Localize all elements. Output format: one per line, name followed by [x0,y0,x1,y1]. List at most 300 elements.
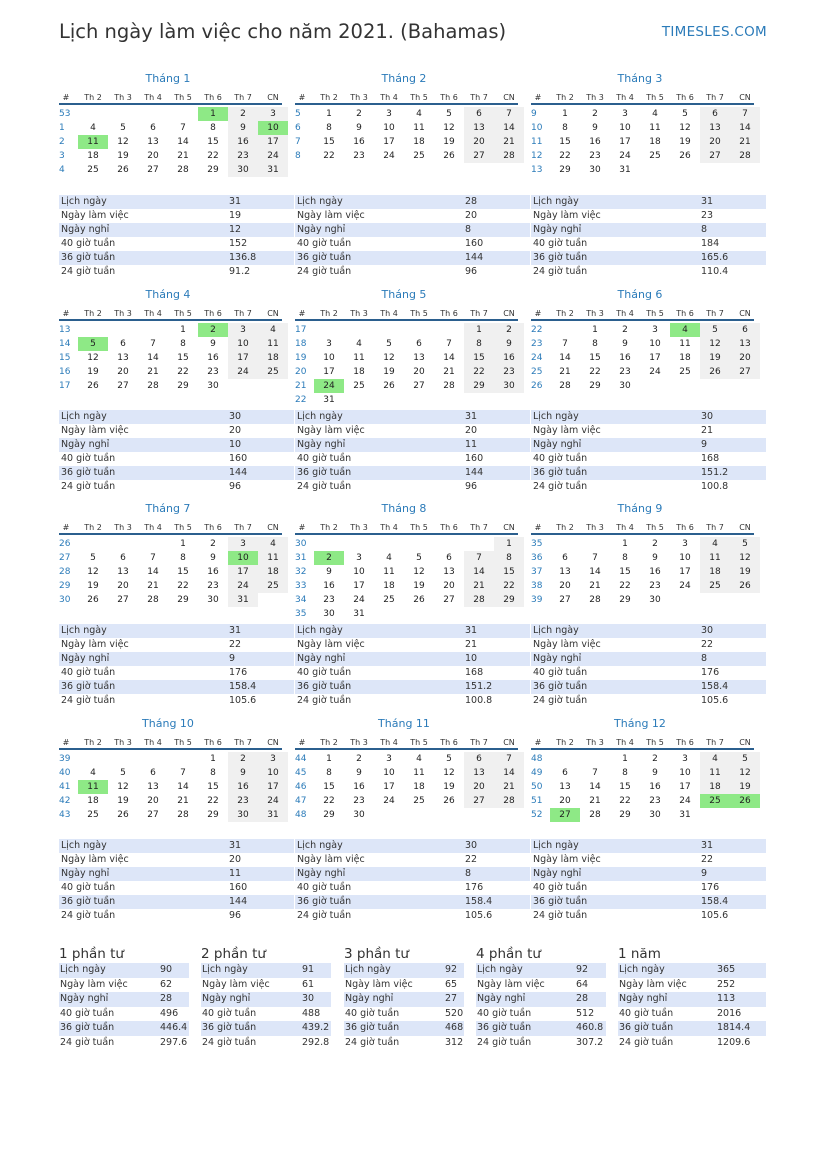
stat-value: 11 [229,868,242,879]
summary-title: 1 năm [618,946,661,962]
stat-label: 36 giờ tuần [61,252,116,263]
month-title: Tháng 12 [614,717,666,730]
stat-value: 30 [701,411,714,422]
stat-label: Lịch ngày [533,411,579,422]
stat-value: 144 [465,467,484,478]
week-row [531,337,754,351]
stat-label: 40 giờ tuần [533,882,588,893]
summary-row [618,1021,766,1036]
summary-label: 24 giờ tuần [619,1036,674,1048]
day-cell: 22 [177,581,189,591]
week-row [295,593,518,607]
weekday-label: Th 6 [204,738,222,747]
day-cell: 11 [413,768,425,778]
day-cell: 8 [210,123,216,133]
weekday-label: Th 5 [174,93,192,102]
weekday-label: Th 7 [470,738,488,747]
week-number: 14 [59,339,71,349]
day-cell: 15 [177,353,189,363]
stat-value: 105.6 [229,695,257,706]
day-cell: 28 [177,810,189,820]
weekend-day-cell: 29 [494,593,524,607]
day-cell: 26 [117,810,129,820]
week-number: 39 [59,754,71,764]
summary-row [618,1007,766,1022]
summary-row [618,992,766,1007]
stat-value: 31 [465,625,478,636]
day-cell: 5 [120,123,126,133]
summary-label: 36 giờ tuần [345,1022,400,1033]
week-row [295,808,518,822]
week-number: 23 [531,339,543,349]
summary-value: 92 [576,964,589,975]
day-cell: 22 [619,581,631,591]
stat-value: 20 [229,425,242,436]
week-number: 17 [295,325,307,335]
weekday-header [295,92,518,105]
weekend-day-cell: 18 [258,351,288,365]
weekend-day-cell: 9 [228,766,258,780]
day-cell: 7 [592,768,598,778]
summary-value: 30 [302,993,315,1004]
weekday-label: CN [267,738,279,747]
stat-value: 8 [465,224,472,235]
day-cell: 14 [147,567,159,577]
stat-row [531,895,766,909]
stat-row [59,867,294,881]
day-cell: 6 [150,768,156,778]
summary-row [59,978,189,993]
stat-row [531,452,766,466]
day-cell: 9 [210,553,216,563]
weekday-label: Th 7 [706,738,724,747]
day-cell: 29 [177,595,189,605]
holiday-day-cell: 10 [258,121,288,135]
day-cell: 25 [413,796,425,806]
weekday-label: Th 4 [144,309,162,318]
day-cell: 3 [682,754,688,764]
summary-label: Ngày làm việc [477,978,545,990]
day-cell: 2 [652,754,658,764]
stat-value: 160 [465,453,484,464]
summary-row [59,1036,189,1051]
week-row [295,579,518,593]
summary-row [201,1007,331,1022]
summary-label: Ngày nghỉ [60,993,109,1004]
day-cell: 20 [413,367,425,377]
day-cell: 23 [207,367,219,377]
day-cell: 3 [356,553,362,563]
week-number-header: # [62,93,70,102]
summary-value: 297.6 [160,1036,188,1048]
weekend-day-cell: 18 [258,565,288,579]
weekday-label: Th 7 [234,309,252,318]
day-cell: 24 [679,581,691,591]
stat-label: 40 giờ tuần [61,667,116,678]
day-cell: 19 [443,137,455,147]
weekend-day-cell: 5 [730,537,760,551]
day-cell: 11 [383,567,395,577]
stat-row [531,666,766,680]
week-row [295,121,518,135]
brand-link[interactable]: TIMESLES.COM [661,24,767,40]
weekday-header [531,737,754,750]
summary-block [618,946,766,1050]
weekday-label: Th 3 [114,523,132,532]
week-number: 22 [295,395,307,405]
week-number: 18 [295,339,307,349]
weekday-label: Th 6 [204,523,222,532]
stat-label: 24 giờ tuần [297,481,352,492]
week-row [59,323,282,337]
day-cell: 15 [207,137,219,147]
stat-value: 160 [229,453,248,464]
day-cell: 15 [559,137,571,147]
day-cell: 1 [210,754,216,764]
stat-value: 105.6 [465,910,493,921]
holiday-day-cell: 5 [78,337,108,351]
stat-row [59,839,294,853]
stat-row [295,237,530,251]
week-row [295,551,518,565]
day-cell: 27 [117,381,129,391]
summary-title: 4 phần tư [476,946,541,962]
stat-row [295,209,530,223]
summary-label: 40 giờ tuần [477,1007,532,1019]
month-stats [531,410,766,494]
weekend-day-cell: 4 [258,537,288,551]
stat-row [295,694,530,708]
summary-label: 24 giờ tuần [60,1036,115,1048]
weekday-label: Th 3 [114,738,132,747]
summary-row [618,978,766,993]
stat-value: 176 [229,667,248,678]
week-number: 6 [295,123,301,133]
stat-row [531,195,766,209]
week-number: 51 [531,796,543,806]
day-cell: 26 [413,595,425,605]
weekday-label: Th 3 [350,93,368,102]
day-cell: 21 [147,581,159,591]
week-number: 22 [531,325,543,335]
day-cell: 21 [559,367,571,377]
stat-value: 31 [229,840,242,851]
day-cell: 11 [649,123,661,133]
day-cell: 2 [622,325,628,335]
weekday-header [295,522,518,535]
day-cell: 2 [356,754,362,764]
day-cell: 29 [619,810,631,820]
summary-row [201,1036,331,1051]
week-number: 27 [59,553,71,563]
stat-row [295,265,530,279]
weekday-label: Th 2 [84,309,102,318]
stat-label: Ngày nghỉ [297,653,346,664]
stat-value: 91.2 [229,266,251,277]
weekend-day-cell: 6 [464,752,494,766]
stat-value: 144 [465,252,484,263]
weekend-day-cell: 14 [494,766,524,780]
weekend-day-cell: 17 [228,351,258,365]
day-cell: 18 [649,137,661,147]
day-cell: 17 [353,581,365,591]
summary-row [476,963,606,978]
week-number: 11 [531,137,543,147]
summary-value: 496 [160,1007,179,1019]
week-number: 53 [59,109,71,119]
stat-row [59,652,294,666]
day-cell: 30 [589,165,601,175]
week-number: 3 [59,151,65,161]
day-cell: 15 [589,353,601,363]
stat-value: 9 [701,439,708,450]
stat-value: 8 [701,224,708,235]
day-cell: 24 [649,367,661,377]
stat-row [295,410,530,424]
day-cell: 22 [559,151,571,161]
week-row [531,365,754,379]
stat-value: 11 [465,439,478,450]
stat-row [295,452,530,466]
day-cell: 13 [117,567,129,577]
month-title: Tháng 8 [381,502,427,515]
summary-value: 2016 [717,1007,742,1019]
day-cell: 6 [562,768,568,778]
weekend-day-cell: 4 [700,752,730,766]
week-row [531,808,754,822]
stat-row [531,438,766,452]
summary-row [344,992,464,1007]
stat-row [531,680,766,694]
day-cell: 8 [210,768,216,778]
day-cell: 1 [622,754,628,764]
weekend-day-cell: 5 [700,323,730,337]
stat-value: 144 [229,467,248,478]
stat-label: Ngày làm việc [533,425,601,436]
stat-label: 36 giờ tuần [297,467,352,478]
day-cell: 19 [117,796,129,806]
stat-value: 10 [465,653,478,664]
weekday-label: Th 6 [440,309,458,318]
holiday-day-cell: 27 [550,808,580,822]
week-number: 52 [531,810,543,820]
stat-row [59,638,294,652]
weekend-day-cell: 21 [464,579,494,593]
stat-value: 8 [465,868,472,879]
weekday-label: CN [267,309,279,318]
weekday-label: Th 7 [470,93,488,102]
day-cell: 12 [87,567,99,577]
weekend-day-cell: 26 [700,365,730,379]
weekend-day-cell: 11 [700,551,730,565]
day-cell: 27 [117,595,129,605]
weekend-day-cell: 1 [494,537,524,551]
stat-value: 12 [229,224,242,235]
month-stats [295,624,530,708]
week-row [295,780,518,794]
stat-value: 19 [229,210,242,221]
day-cell: 28 [177,165,189,175]
summary-value: 488 [302,1007,321,1019]
weekend-day-cell: 19 [700,351,730,365]
day-cell: 4 [652,109,658,119]
day-cell: 15 [207,782,219,792]
weekend-day-cell: 2 [494,323,524,337]
day-cell: 21 [177,151,189,161]
summary-row [59,963,189,978]
week-row [59,579,282,593]
weekday-label: CN [503,93,515,102]
day-cell: 9 [326,567,332,577]
day-cell: 17 [619,137,631,147]
weekday-header [59,522,282,535]
day-cell: 9 [210,339,216,349]
day-cell: 16 [323,581,335,591]
weekend-day-cell: 13 [464,121,494,135]
day-cell: 17 [679,782,691,792]
weekday-label: Th 6 [204,93,222,102]
stat-label: 24 giờ tuần [297,910,352,921]
month-title: Tháng 2 [381,72,427,85]
day-cell: 15 [177,567,189,577]
day-cell: 12 [679,123,691,133]
day-cell: 2 [210,539,216,549]
day-cell: 6 [120,553,126,563]
week-row [59,794,282,808]
weekday-label: Th 3 [586,523,604,532]
stat-label: Ngày nghỉ [533,439,582,450]
day-cell: 13 [413,353,425,363]
weekend-day-cell: 31 [258,808,288,822]
day-cell: 26 [383,381,395,391]
summary-label: Lịch ngày [619,964,665,975]
week-number: 37 [531,567,543,577]
stat-label: Ngày làm việc [297,210,365,221]
day-cell: 17 [323,367,335,377]
day-cell: 23 [589,151,601,161]
weekend-day-cell: 12 [730,766,760,780]
day-cell: 7 [180,768,186,778]
weekend-day-cell: 17 [228,565,258,579]
day-cell: 26 [87,381,99,391]
stat-value: 158.4 [465,896,493,907]
weekday-label: Th 5 [646,738,664,747]
summary-title: 3 phần tư [344,946,409,962]
day-cell: 11 [413,123,425,133]
stat-label: Ngày làm việc [61,425,129,436]
weekday-header [59,92,282,105]
week-row [531,163,754,177]
day-cell: 3 [652,325,658,335]
summary-title: 2 phần tư [201,946,266,962]
day-cell: 9 [356,768,362,778]
weekday-label: Th 5 [174,523,192,532]
day-cell: 5 [386,339,392,349]
month-title: Tháng 3 [617,72,663,85]
week-number-header: # [298,309,306,318]
stat-row [59,666,294,680]
stat-label: 24 giờ tuần [61,910,116,921]
day-cell: 7 [150,339,156,349]
holiday-day-cell: 26 [730,794,760,808]
day-cell: 6 [120,339,126,349]
day-cell: 8 [622,768,628,778]
stat-row [295,680,530,694]
day-cell: 5 [446,754,452,764]
stat-label: 24 giờ tuần [61,266,116,277]
weekday-label: Th 7 [234,523,252,532]
weekday-label: Th 2 [556,309,574,318]
summary-value: 1814.4 [717,1022,751,1033]
day-cell: 11 [679,339,691,349]
day-cell: 22 [619,796,631,806]
stat-row [531,867,766,881]
stat-row [59,881,294,895]
day-cell: 5 [120,768,126,778]
day-cell: 7 [562,339,568,349]
weekend-day-cell: 22 [494,579,524,593]
weekday-label: Th 7 [470,523,488,532]
summary-label: Ngày làm việc [345,978,413,990]
week-row [295,393,518,407]
stat-label: Lịch ngày [61,840,107,851]
stat-label: 40 giờ tuần [533,238,588,249]
day-cell: 18 [383,581,395,591]
stat-row [295,195,530,209]
stat-row [531,237,766,251]
summary-value: 92 [445,964,458,975]
weekend-day-cell: 8 [464,337,494,351]
weekend-day-cell: 19 [730,780,760,794]
week-row [59,565,282,579]
day-cell: 16 [619,353,631,363]
week-number: 1 [59,123,65,133]
stat-label: 40 giờ tuần [297,882,352,893]
summary-label: Lịch ngày [202,964,248,975]
summary-value: 307.2 [576,1036,604,1048]
stat-value: 8 [701,653,708,664]
summary-value: 520 [445,1007,464,1019]
day-cell: 28 [559,381,571,391]
holiday-day-cell: 2 [198,323,228,337]
day-cell: 22 [207,151,219,161]
weekday-label: Th 2 [84,738,102,747]
weekday-label: Th 5 [410,93,428,102]
stat-row [59,853,294,867]
weekday-label: Th 5 [410,523,428,532]
stat-value: 168 [701,453,720,464]
week-number: 26 [59,539,71,549]
stat-label: Ngày làm việc [533,639,601,650]
day-cell: 31 [619,165,631,175]
summary-row [618,963,766,978]
month-stats [295,410,530,494]
day-cell: 25 [413,151,425,161]
day-cell: 29 [207,165,219,175]
stat-value: 168 [465,667,484,678]
day-cell: 18 [353,367,365,377]
summary-value: 65 [445,978,458,990]
weekday-label: Th 5 [646,93,664,102]
summary-label: 40 giờ tuần [619,1007,674,1019]
stat-label: Lịch ngày [61,625,107,636]
day-cell: 16 [649,567,661,577]
day-cell: 12 [383,353,395,363]
stat-value: 176 [701,667,720,678]
day-cell: 24 [619,151,631,161]
stat-label: 24 giờ tuần [297,266,352,277]
day-cell: 18 [87,796,99,806]
